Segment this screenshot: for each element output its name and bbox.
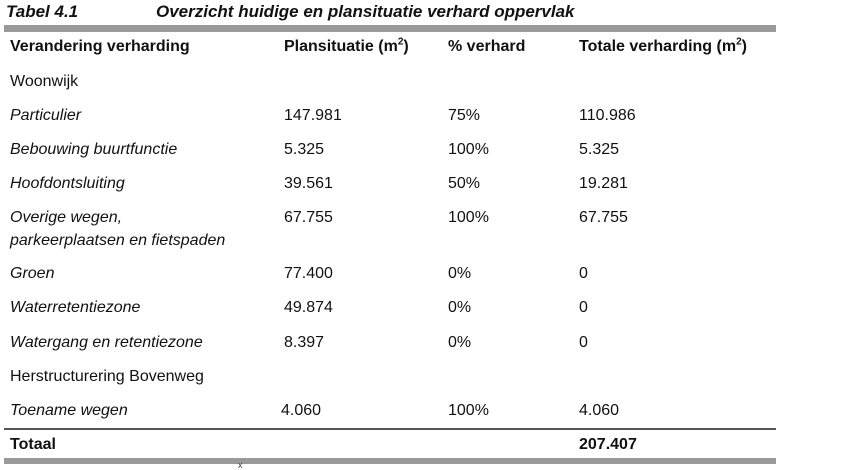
top-rule: [4, 25, 776, 32]
table-cell-plan: 8.397: [284, 334, 325, 351]
header-totale-verharding: Totale verharding $(m^2)$: [579, 36, 747, 55]
table-cell-plan: 39.561: [284, 175, 333, 192]
table-row-label: Watergang en retentiezone: [10, 334, 203, 351]
stray-mark: x: [238, 460, 243, 470]
table-cell-pct: 100%: [448, 402, 489, 419]
table-cell-pct: 75%: [448, 107, 481, 124]
table-cell-plan: 67.755: [284, 209, 333, 226]
table-cell-pct: 100%: [448, 209, 489, 226]
table-cell-plan: 147.981: [284, 107, 342, 124]
table-cell-total: 0: [579, 265, 588, 282]
table-cell-total: 19.281: [579, 175, 628, 192]
table-cell-total: 4.060: [579, 402, 620, 419]
table-row-label: Bebouwing buurtfunctie: [10, 141, 178, 158]
table-row-label: Overige wegen,: [10, 209, 123, 226]
header-verandering: Verandering verharding: [10, 38, 190, 55]
table-cell-pct: 0%: [448, 334, 472, 351]
table-row-label: Hoofdontsluiting: [10, 175, 125, 192]
table-row-label-continued: parkeerplaatsen en fietspaden: [10, 232, 226, 249]
table-row-label: Particulier: [10, 107, 82, 124]
bottom-rule: [4, 458, 776, 464]
table-number: Tabel 4.1: [6, 2, 79, 21]
table-row-label: Groen: [10, 265, 55, 282]
table-cell-total: 0: [579, 334, 588, 351]
table-cell-total: 67.755: [579, 209, 628, 226]
table-row-label: Woonwijk: [10, 73, 79, 90]
table-cell-pct: 50%: [448, 175, 481, 192]
table-cell-pct: 0%: [448, 265, 472, 282]
table-title: Overzicht huidige en plansituatie verhard oppervlak: [156, 2, 575, 21]
table-cell-pct: 0%: [448, 299, 472, 316]
table-row-label: Toename wegen: [10, 402, 128, 419]
table-cell-total: 110.986: [579, 107, 636, 124]
table-caption: [6, 0, 575, 24]
table-cell-pct: 100%: [448, 141, 489, 158]
total-value: 207.407: [579, 436, 637, 453]
table-cell-total: 5.325: [579, 141, 620, 158]
total-label: Totaal: [10, 436, 56, 453]
header-pct-verhard: % verhard: [448, 38, 526, 55]
header-plansituatie: Plansituatie $(m^2)$: [284, 36, 409, 55]
table-cell-plan: 49.874: [284, 299, 333, 316]
table-cell-total: 0: [579, 299, 588, 316]
table-cell-plan: 4.060: [281, 402, 322, 419]
table-row-label: Waterretentiezone: [10, 299, 141, 316]
table-row-label: Herstructurering Bovenweg: [10, 368, 204, 385]
table-cell-plan: 77.400: [284, 265, 333, 282]
table-cell-plan: 5.325: [284, 141, 325, 158]
total-rule: [4, 428, 776, 430]
